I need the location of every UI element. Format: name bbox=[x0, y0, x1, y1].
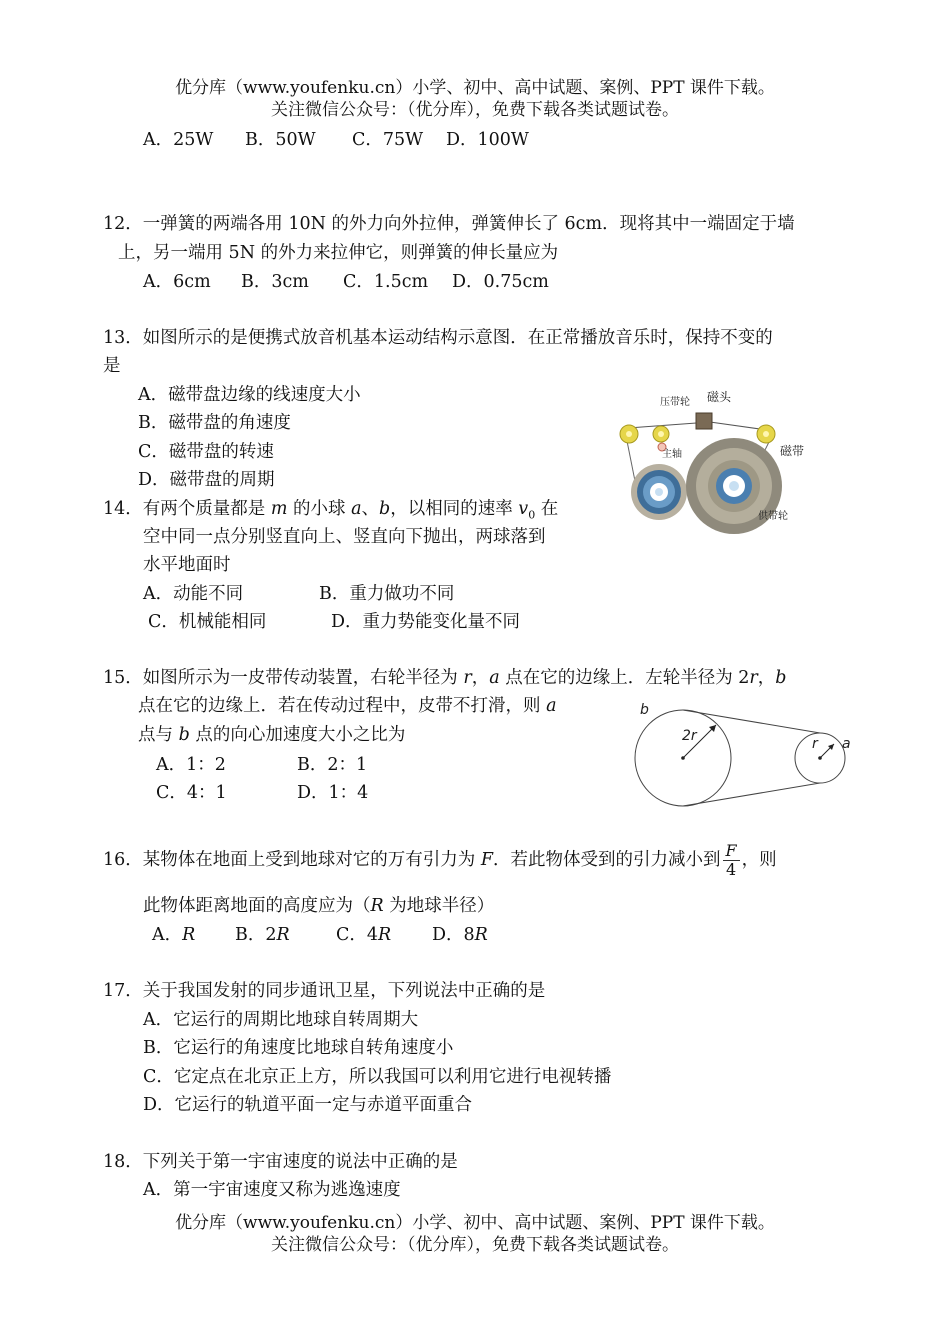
belt-bottom bbox=[683, 783, 820, 806]
q18-option-a: A．第一宇宙速度又称为逃逸速度 bbox=[143, 1180, 401, 1200]
q14-option-a: A．动能不同 bbox=[143, 584, 244, 604]
q15-option-c: C．4：1 bbox=[156, 783, 227, 803]
page-footer-line2: 关注微信公众号：（优分库），免费下载各类试题试卷。 bbox=[271, 1235, 679, 1255]
q12-option-d: D．0.75cm bbox=[452, 272, 549, 292]
q16-stem-line1: 16．某物体在地面上受到地球对它的万有引力为 F．若此物体受到的引力减小到 $\frac{F}{4}$ ，则 bbox=[103, 841, 777, 879]
magnetic-head-icon bbox=[696, 413, 712, 429]
q13-option-a: A．磁带盘边缘的线速度大小 bbox=[138, 385, 361, 405]
right-guide-roller bbox=[757, 425, 775, 443]
q17-option-a: A．它运行的周期比地球自转周期大 bbox=[143, 1010, 419, 1030]
q13-option-b: B．磁带盘的角速度 bbox=[138, 413, 291, 433]
belt-top bbox=[683, 710, 820, 733]
label-r: r bbox=[812, 736, 818, 752]
q16-option-d: D．8R bbox=[432, 925, 488, 945]
q13-option-d: D．磁带盘的周期 bbox=[138, 470, 275, 490]
q16-option-a: A．R bbox=[152, 925, 196, 945]
label-point-b: b bbox=[640, 702, 649, 718]
q16-option-b: B．2R bbox=[235, 925, 290, 945]
q13-option-c: C．磁带盘的转速 bbox=[138, 442, 274, 462]
q11-option-a: A．25W bbox=[143, 130, 214, 150]
left-guide-roller bbox=[620, 425, 638, 443]
q12-stem-line2: 上，另一端用 5N 的外力来拉伸它，则弹簧的伸长量应为 bbox=[118, 243, 559, 263]
q13-stem-line2: 是 bbox=[103, 356, 121, 376]
belt-drive-figure bbox=[625, 700, 855, 812]
q14-option-c: C．机械能相同 bbox=[148, 612, 267, 632]
label-2r: 2r bbox=[682, 728, 697, 744]
q14-option-d: D．重力势能变化量不同 bbox=[331, 612, 521, 632]
pinch-roller bbox=[653, 426, 669, 442]
page-header-line1: 优分库（www.youfenku.cn）小学、初中、高中试题、案例、PPT 课件下载。 bbox=[175, 78, 775, 98]
label-point-a: a bbox=[842, 736, 851, 752]
q16-stem-line2: 此物体距离地面的高度应为（R 为地球半径） bbox=[143, 896, 495, 916]
fraction-f-over-4: $\frac{F}{4}$ bbox=[723, 842, 740, 879]
q12-option-c: C．1.5cm bbox=[343, 272, 429, 292]
q11-option-c: C．75W bbox=[352, 130, 424, 150]
q14-stem-line3: 水平地面时 bbox=[143, 555, 231, 575]
q12-option-b: B．3cm bbox=[241, 272, 309, 292]
label-tape: 磁带 bbox=[780, 444, 805, 458]
take-up-reel bbox=[631, 464, 687, 520]
q18-stem-line1: 18．下列关于第一宇宙速度的说法中正确的是 bbox=[103, 1152, 458, 1172]
q17-option-c: C．它定点在北京正上方，所以我国可以利用它进行电视转播 bbox=[143, 1067, 612, 1087]
page-header-line2: 关注微信公众号：（优分库），免费下载各类试题试卷。 bbox=[271, 100, 679, 120]
label-magnetic-head: 磁头 bbox=[707, 390, 732, 404]
q17-option-d: D．它运行的轨道平面一定与赤道平面重合 bbox=[143, 1095, 473, 1115]
q15-stem-line1: 15．如图所示为一皮带传动装置，右轮半径为 r，a 点在它的边缘上．左轮半径为 2r，b bbox=[103, 668, 787, 688]
label-capstan: 主轴 bbox=[662, 449, 682, 460]
q15-option-a: A．1：2 bbox=[156, 755, 226, 775]
cassette-mechanism-figure bbox=[612, 386, 822, 536]
label-supply-reel: 供带轮 bbox=[758, 511, 788, 522]
q15-option-b: B．2：1 bbox=[297, 755, 368, 775]
q11-option-d: D．100W bbox=[446, 130, 529, 150]
q15-option-d: D．1：4 bbox=[297, 783, 369, 803]
q14-option-b: B．重力做功不同 bbox=[319, 584, 455, 604]
q17-stem-line1: 17．关于我国发射的同步通讯卫星，下列说法中正确的是 bbox=[103, 981, 546, 1001]
q13-stem-line1: 13．如图所示的是便携式放音机基本运动结构示意图．在正常播放音乐时，保持不变的 bbox=[103, 328, 773, 348]
q15-stem-line3: 点与 b 点的向心加速度大小之比为 bbox=[138, 725, 406, 745]
q11-option-b: B．50W bbox=[245, 130, 316, 150]
q12-option-a: A．6cm bbox=[143, 272, 211, 292]
q16-option-c: C．4R bbox=[336, 925, 392, 945]
q12-stem-line1: 12．一弹簧的两端各用 10N 的外力向外拉伸，弹簧伸长了 6cm．现将其中一端固定于墙 bbox=[103, 214, 795, 234]
q17-option-b: B．它运行的角速度比地球自转角速度小 bbox=[143, 1038, 454, 1058]
q14-stem-line2: 空中同一点分别竖直向上、竖直向下抛出，两球落到 bbox=[143, 527, 546, 547]
q15-stem-line2: 点在它的边缘上．若在传动过程中，皮带不打滑，则 a bbox=[138, 696, 557, 716]
q14-stem-line1: 14．有两个质量都是 m 的小球 a、b，以相同的速率 $v_0$ 在 bbox=[103, 499, 559, 522]
label-pinch-roller: 压带轮 bbox=[660, 397, 690, 408]
page-footer-line1: 优分库（www.youfenku.cn）小学、初中、高中试题、案例、PPT 课件下载。 bbox=[175, 1213, 775, 1233]
